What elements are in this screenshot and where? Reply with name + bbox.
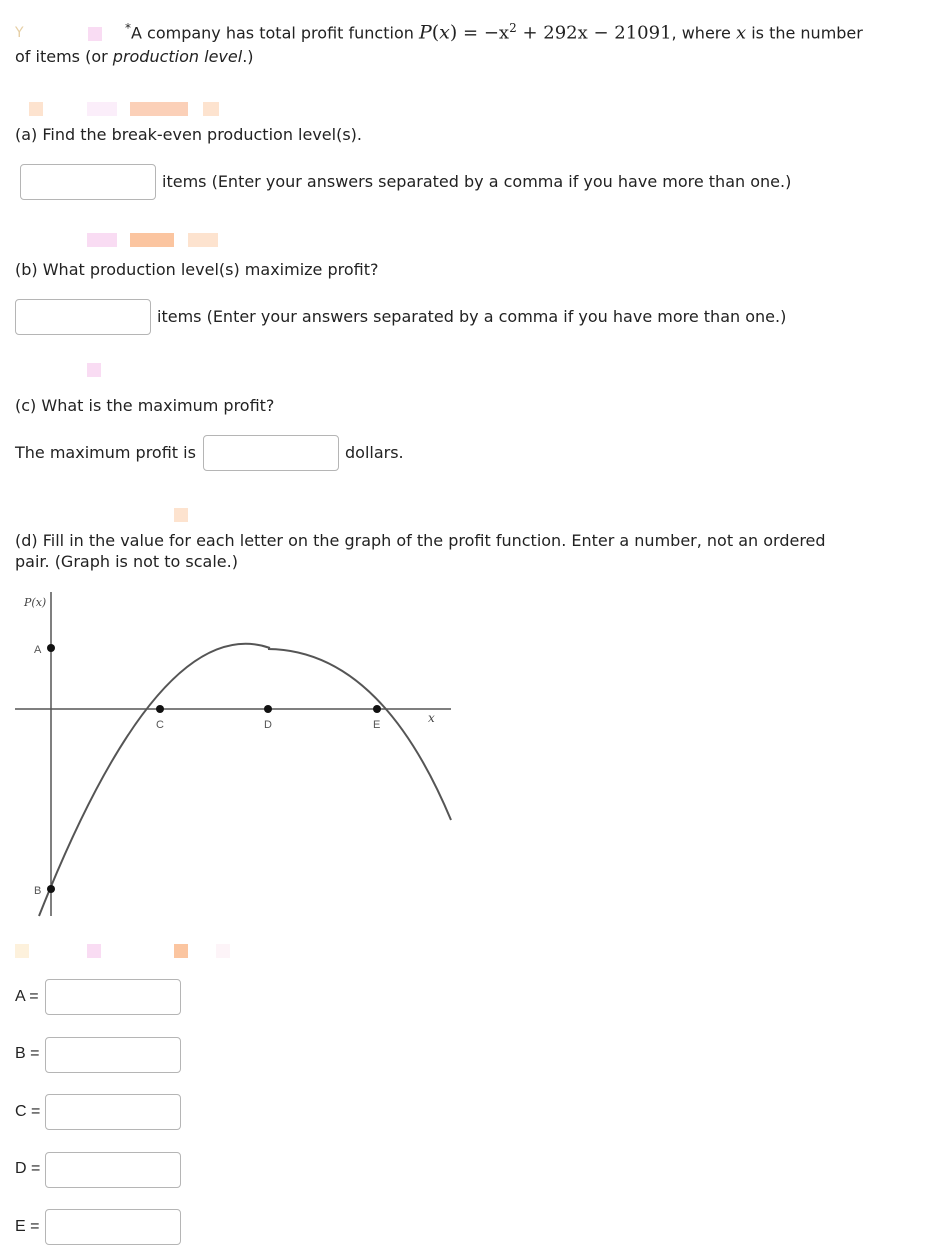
- faded-prefix: Y: [15, 25, 24, 41]
- part-d-question-line2: pair. (Graph is not to scale.): [15, 552, 238, 571]
- point-b: [47, 885, 55, 893]
- point-e: [373, 705, 381, 713]
- decorative-swatch: [216, 944, 230, 958]
- part-c-prefix: The maximum profit is: [15, 443, 196, 462]
- problem-statement: [15, 22, 24, 41]
- decorative-swatch: [88, 27, 102, 41]
- decorative-swatch: [188, 233, 218, 247]
- star-marker: *: [125, 21, 131, 35]
- answer-e-label: E =: [15, 1218, 40, 1235]
- part-b-question: (b) What production level(s) maximize profit?: [15, 260, 379, 279]
- point-c-label: C: [156, 719, 164, 731]
- part-b-input[interactable]: [15, 299, 151, 335]
- decorative-swatch: [15, 944, 29, 958]
- point-d: [264, 705, 272, 713]
- decorative-swatch: [87, 363, 101, 377]
- part-b-suffix: items (Enter your answers separated by a comma if you have more than one.): [157, 307, 787, 326]
- decorative-swatch: [174, 508, 188, 522]
- part-c-suffix: dollars.: [345, 443, 404, 462]
- decorative-swatch: [29, 102, 43, 116]
- answer-b-label: B =: [15, 1045, 40, 1062]
- problem-statement-line1: *A company has total profit function $P(x) = -x^2 + 292x - 21091$, where x is the number: [125, 21, 863, 44]
- answer-d-input[interactable]: [45, 1152, 181, 1188]
- profit-curve: [39, 644, 451, 916]
- profit-graph: [10, 590, 460, 920]
- part-d-question-line1: (d) Fill in the value for each letter on the graph of the profit function. Enter a number, not an ordered: [15, 531, 826, 550]
- point-a: [47, 644, 55, 652]
- point-c: [156, 705, 164, 713]
- max-profit-input[interactable]: [203, 435, 339, 471]
- point-a-label: A: [34, 644, 42, 656]
- answer-d-label: D =: [15, 1160, 41, 1177]
- part-a-suffix: items (Enter your answers separated by a comma if you have more than one.): [162, 172, 792, 191]
- decorative-swatch: [130, 233, 174, 247]
- part-c-question: (c) What is the maximum profit?: [15, 396, 275, 415]
- problem-statement-line2: of items (or production level.): [15, 47, 254, 66]
- answer-e-input[interactable]: [45, 1209, 181, 1245]
- x-axis-label: x: [428, 711, 435, 725]
- answer-a-input[interactable]: [45, 979, 181, 1015]
- answer-c-input[interactable]: [45, 1094, 181, 1130]
- decorative-swatch: [87, 944, 101, 958]
- point-b-label: B: [34, 885, 42, 897]
- decorative-swatch: [203, 102, 219, 116]
- decorative-swatch: [130, 102, 188, 116]
- decorative-swatch: [174, 944, 188, 958]
- decorative-swatch: [87, 102, 117, 116]
- answer-b-input[interactable]: [45, 1037, 181, 1073]
- part-a-question: (a) Find the break-even production level(s).: [15, 125, 362, 144]
- part-a-input[interactable]: [20, 164, 156, 200]
- y-axis-label: P(x): [24, 596, 47, 609]
- answer-c-label: C =: [15, 1103, 41, 1120]
- point-d-label: D: [264, 719, 272, 731]
- production-level-term: production level: [112, 47, 243, 66]
- decorative-swatch: [87, 233, 117, 247]
- point-e-label: E: [373, 719, 381, 731]
- answer-a-label: A =: [15, 988, 39, 1005]
- function-body: = −x: [457, 22, 510, 44]
